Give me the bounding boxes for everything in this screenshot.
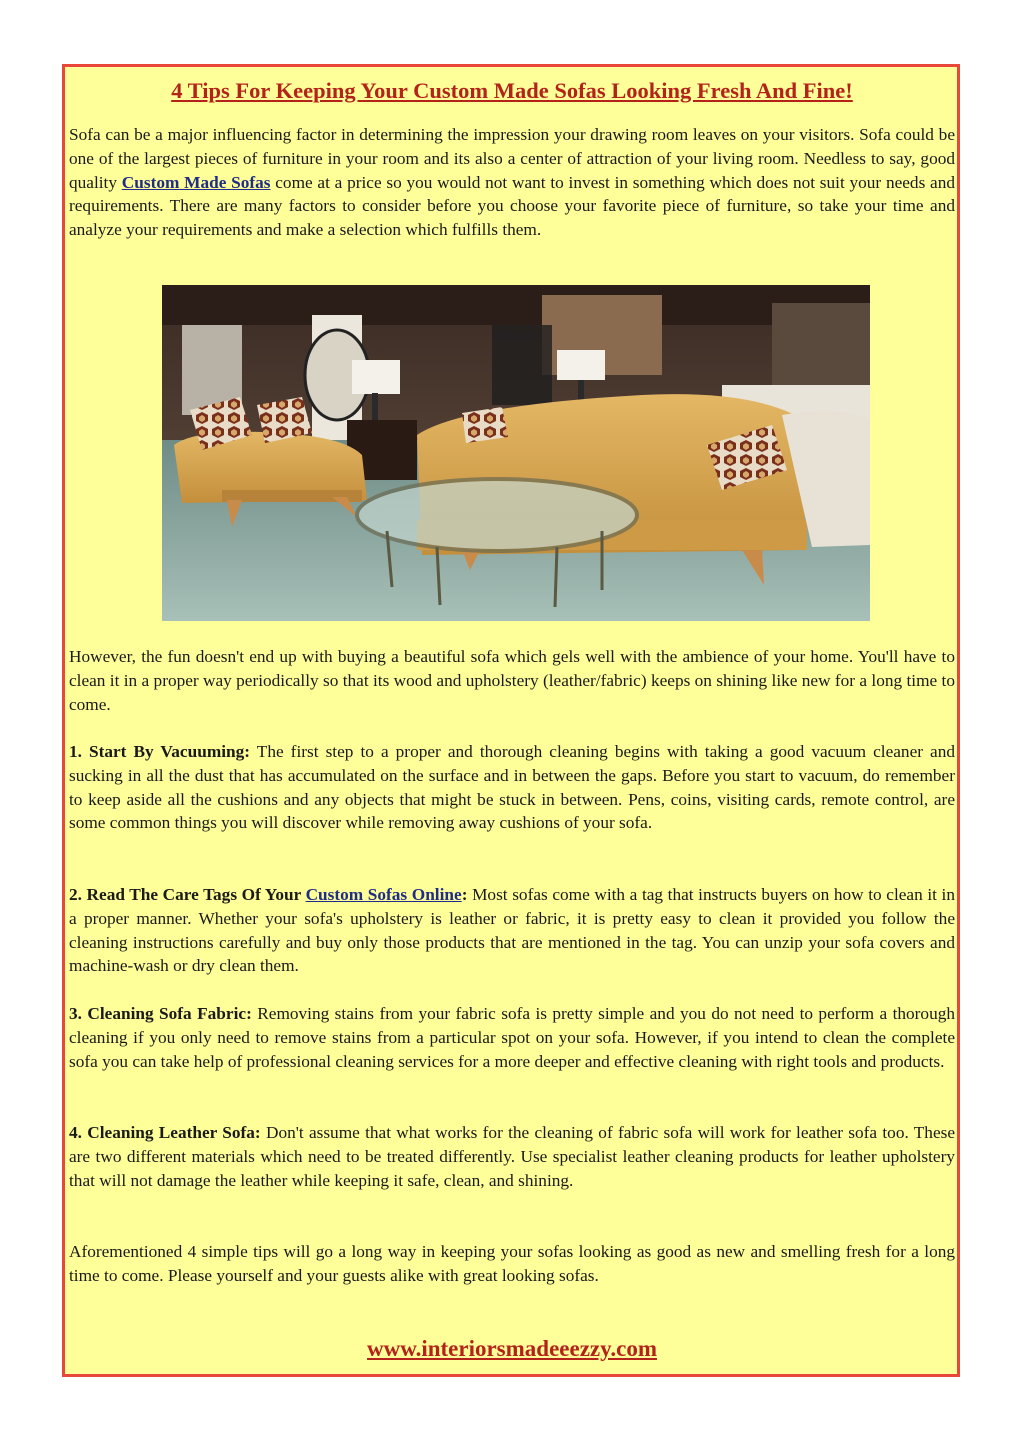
sofa-showroom-photo [162,285,870,621]
tip-2-text: Most sofas come with a tag that instructs buyers on how to clean it in a proper manner. Whether your sofa's upholstery is leather or fabric, it is pretty easy to clean it provided you follow the cleaning instructions carefully and buy only those products that are mentioned in the tag. You can unzip your sofa covers and machine-wash or dry clean them. [69,885,955,976]
tip-3-paragraph [69,1002,955,1073]
tip-2-paragraph [69,883,955,978]
tip-3-text: Removing stains from your fabric sofa is pretty simple and you do not need to perform a thorough cleaning if you only need to remove stains from a particular spot on your sofa. However, if you intend to clean the complete sofa you can take help of professional cleaning services for a more deeper and effective cleaning with right tools and products. [69,1004,955,1071]
intro-paragraph [69,123,955,242]
tip-4-heading: 4. Cleaning Leather Sofa: [69,1123,261,1142]
tip-1-text: The first step to a proper and thorough cleaning begins with taking a good vacuum cleaner and sucking in all the dust that has accumulated on the surface and in between the gaps. Before you start to vacuum, do remember to keep aside all the cushions and any objects that might be stuck in between. Pens, coins, visiting cards, remote control, are some common things you will discover while removing away cushions of your sofa. [69,742,956,833]
website-url-link[interactable]: www.interiorsmadeeezzy.com [367,1336,657,1361]
document-content [69,67,956,1361]
tip-4-paragraph [69,1121,955,1192]
document-frame [62,64,960,1377]
custom-made-sofas-link[interactable]: Custom Made Sofas [121,172,271,192]
intro-text-before: Sofa can be a major influencing factor in determining the impression your drawing room leaves on your visitors. Sofa could be one of the largest pieces of furniture in your room and its also a center of attraction of your living room. Needless to say, good quality [69,125,955,192]
tip-4-text: Don't assume that what works for the cleaning of fabric sofa will work for leather sofa too. These are two different materials which need to be treated differently. Use specialist leather cleaning products for leather upholstery that will not damage the leather while keeping it safe, clean, and shining. [69,1123,956,1190]
conclusion-paragraph: Aforementioned 4 simple tips will go a long way in keeping your sofas looking as good as new and smelling fresh for a long time to come. Please yourself and your guests alike with great looking sofas. [69,1242,955,1285]
tip-1-paragraph [69,740,955,835]
tip-2-heading: 2. Read The Care Tags Of Your [69,885,306,904]
custom-sofas-online-link[interactable]: Custom Sofas Online [305,885,462,904]
tip-2-heading-colon: : [461,885,468,904]
page-title: 4 Tips For Keeping Your Custom Made Sofas Looking Fresh And Fine! [171,78,853,103]
intro-text-after: come at a price so you would not want to invest in something which does not suit your needs and requirements. There are many factors to consider before you choose your favorite piece of furniture, so take your time and analyze your requirements and make a selection which fulfills them. [69,172,955,240]
tip-3-heading: 3. Cleaning Sofa Fabric: [69,1004,252,1023]
tip-1-heading: 1. Start By Vacuuming: [69,742,251,761]
ambience-paragraph: However, the fun doesn't end up with buying a beautiful sofa which gels well with the ambience of your home. You'll have to clean it in a proper way periodically so that its wood and upholstery (leather/fabric) keeps on shining like new for a long time to come. [69,647,955,714]
